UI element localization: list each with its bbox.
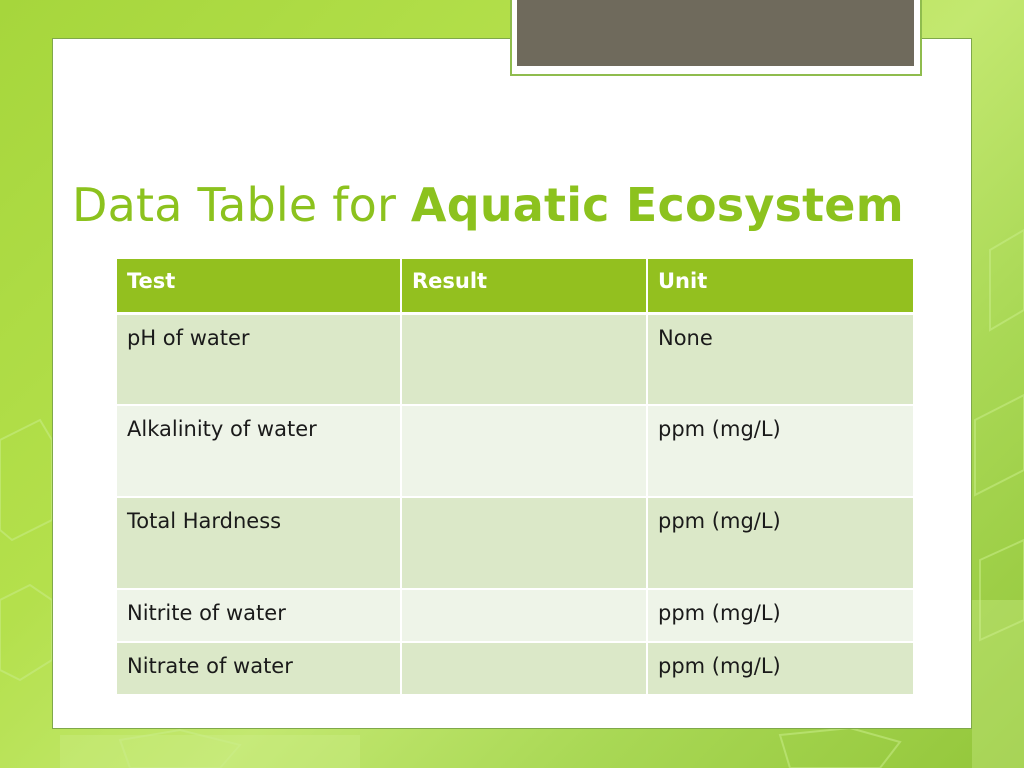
cell-unit: ppm (mg/L) [647, 589, 913, 642]
cell-result [401, 313, 647, 405]
cell-result [401, 589, 647, 642]
title-tab-block [517, 0, 914, 66]
cell-test: Nitrite of water [117, 589, 401, 642]
header-test: Test [117, 259, 401, 313]
cell-unit: ppm (mg/L) [647, 405, 913, 497]
cell-result [401, 497, 647, 589]
data-table [117, 259, 913, 696]
table-row [117, 642, 913, 695]
cell-test: Nitrate of water [117, 642, 401, 695]
table-row [117, 497, 913, 589]
slide-title-bold: Aquatic Ecosystem [410, 178, 904, 232]
cell-test: Alkalinity of water [117, 405, 401, 497]
cell-unit: None [647, 313, 913, 405]
table-header-row [117, 259, 913, 313]
slide-title-regular: Data Table for [72, 178, 411, 232]
table-row [117, 313, 913, 405]
cell-result [401, 642, 647, 695]
cell-unit: ppm (mg/L) [647, 642, 913, 695]
cell-test: Total Hardness [117, 497, 401, 589]
table-row [117, 405, 913, 497]
cell-test: pH of water [117, 313, 401, 405]
cell-unit: ppm (mg/L) [647, 497, 913, 589]
slide-title [72, 178, 904, 232]
cell-result [401, 405, 647, 497]
table-row [117, 589, 913, 642]
header-result: Result [401, 259, 647, 313]
header-unit: Unit [647, 259, 913, 313]
